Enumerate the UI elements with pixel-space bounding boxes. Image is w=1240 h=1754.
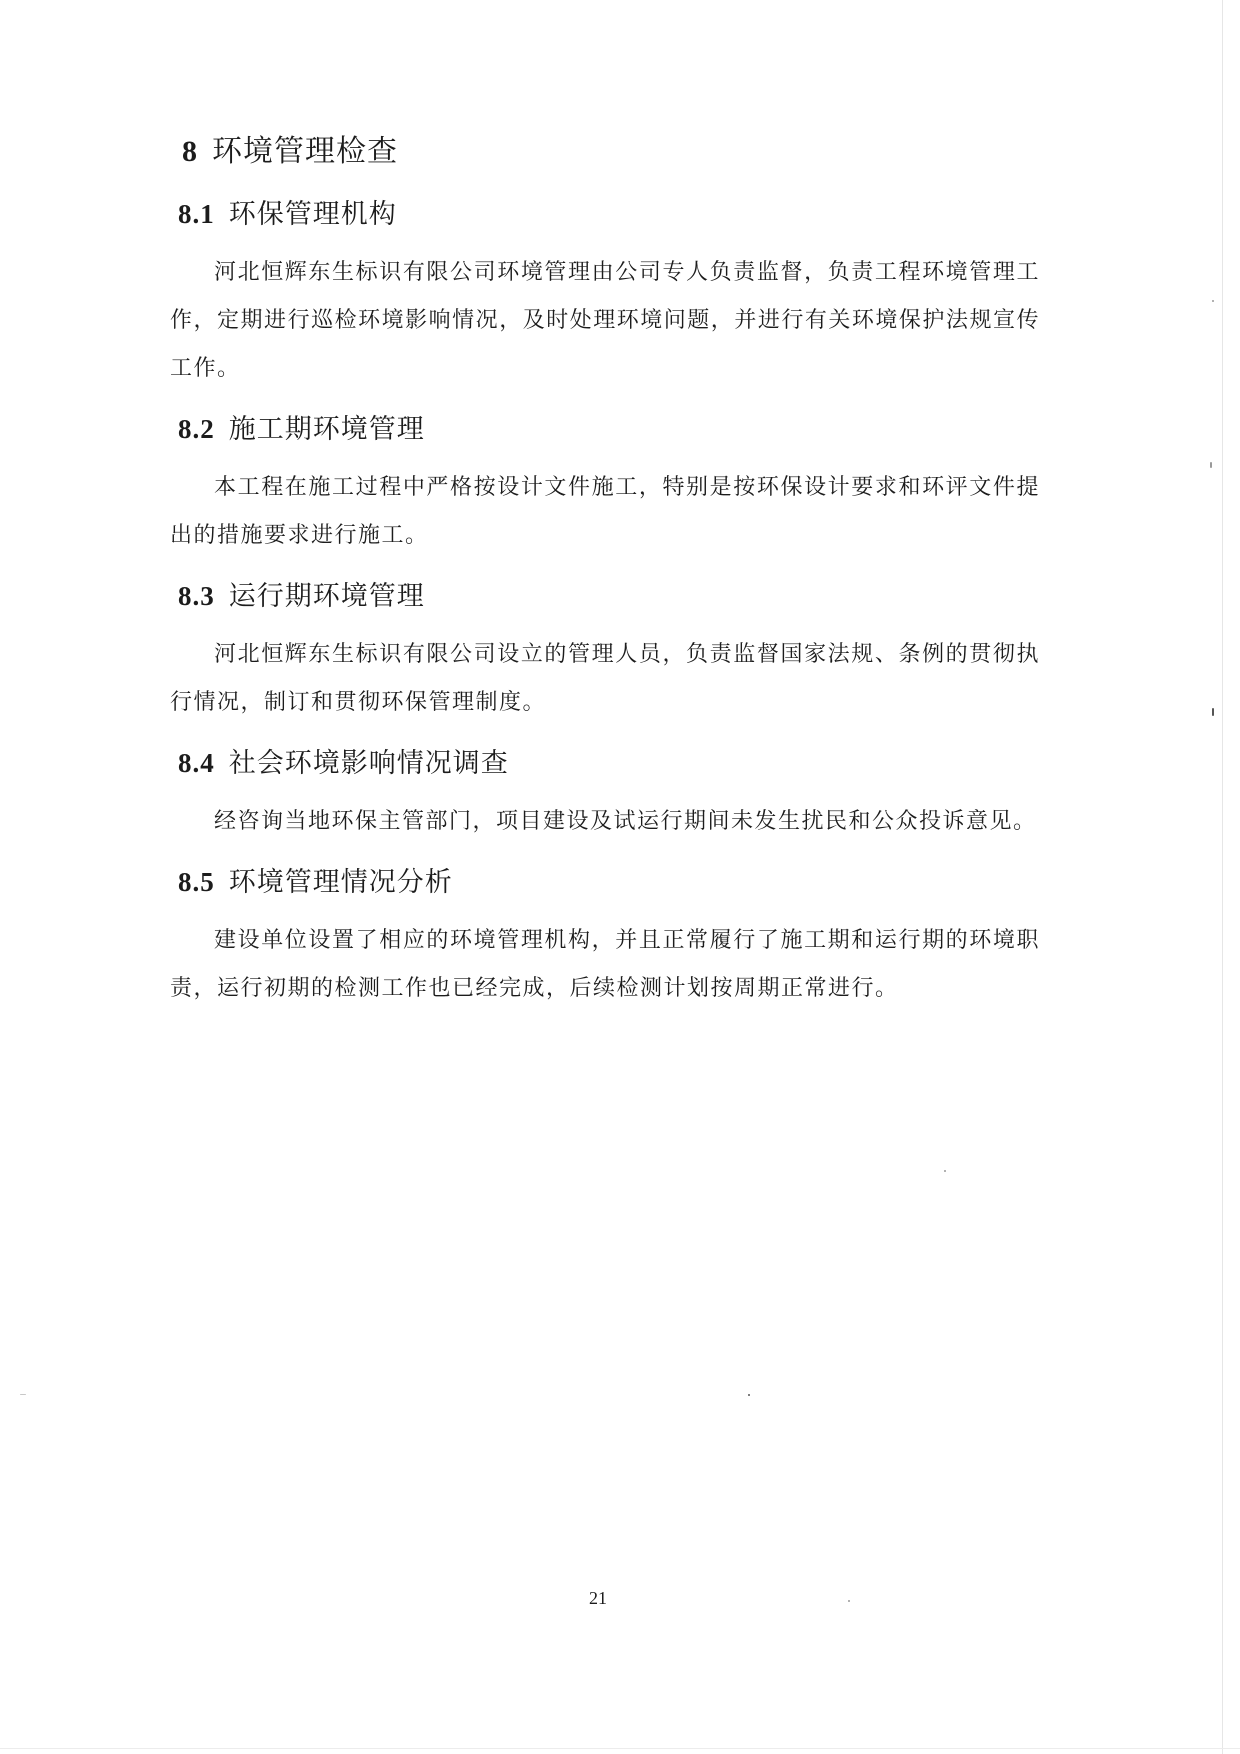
section-paragraph-8-1: 河北恒辉东生标识有限公司环境管理由公司专人负责监督，负责工程环境管理工作，定期进行巡检环境影响情况，及时处理环境问题，并进行有关环境保护法规宣传工作。 <box>170 260 1040 381</box>
scan-speck <box>1212 708 1214 716</box>
section-number: 8.5 <box>178 867 215 897</box>
chapter-number: 8 <box>182 135 198 168</box>
scan-speck <box>1212 300 1214 302</box>
section-number: 8.1 <box>178 199 215 229</box>
scan-speck <box>748 1394 750 1396</box>
scan-edge-right <box>1222 0 1223 1754</box>
chapter-heading <box>182 130 1040 174</box>
section-heading-8-1 <box>178 192 1040 237</box>
section-number: 8.2 <box>178 414 215 444</box>
scan-edge-bottom <box>0 1748 1240 1749</box>
chapter-title: 环境管理检查 <box>212 134 398 169</box>
scan-speck <box>1210 462 1212 468</box>
section-title: 运行期环境管理 <box>228 581 425 612</box>
scan-speck <box>20 1394 26 1395</box>
section-heading-8-4 <box>178 741 1040 786</box>
section-paragraph-8-2: 本工程在施工过程中严格按设计文件施工，特别是按环保设计要求和环评文件提出的措施要求进行施工。 <box>170 475 1040 548</box>
section-heading-8-2 <box>178 407 1040 452</box>
section-title: 社会环境影响情况调查 <box>228 748 509 779</box>
section-paragraph-8-4: 经咨询当地环保主管部门，项目建设及试运行期间未发生扰民和公众投诉意见。 <box>214 809 1037 834</box>
page-number: 21 <box>589 1588 607 1608</box>
section-heading-8-3 <box>178 574 1040 619</box>
section-title: 环境管理情况分析 <box>228 867 453 898</box>
document-body <box>170 130 1040 1027</box>
section-heading-8-5 <box>178 860 1040 905</box>
section-number: 8.4 <box>178 748 215 778</box>
section-paragraph-8-3: 河北恒辉东生标识有限公司设立的管理人员，负责监督国家法规、条例的贯彻执行情况，制订和贯彻环保管理制度。 <box>170 642 1040 715</box>
section-paragraph-8-5: 建设单位设置了相应的环境管理机构，并且正常履行了施工期和运行期的环境职责，运行初期的检测工作也已经完成，后续检测计划按周期正常进行。 <box>170 928 1040 1001</box>
section-title: 施工期环境管理 <box>228 414 425 445</box>
section-number: 8.3 <box>178 581 215 611</box>
scan-speck <box>944 1170 946 1172</box>
section-title: 环保管理机构 <box>228 199 397 230</box>
